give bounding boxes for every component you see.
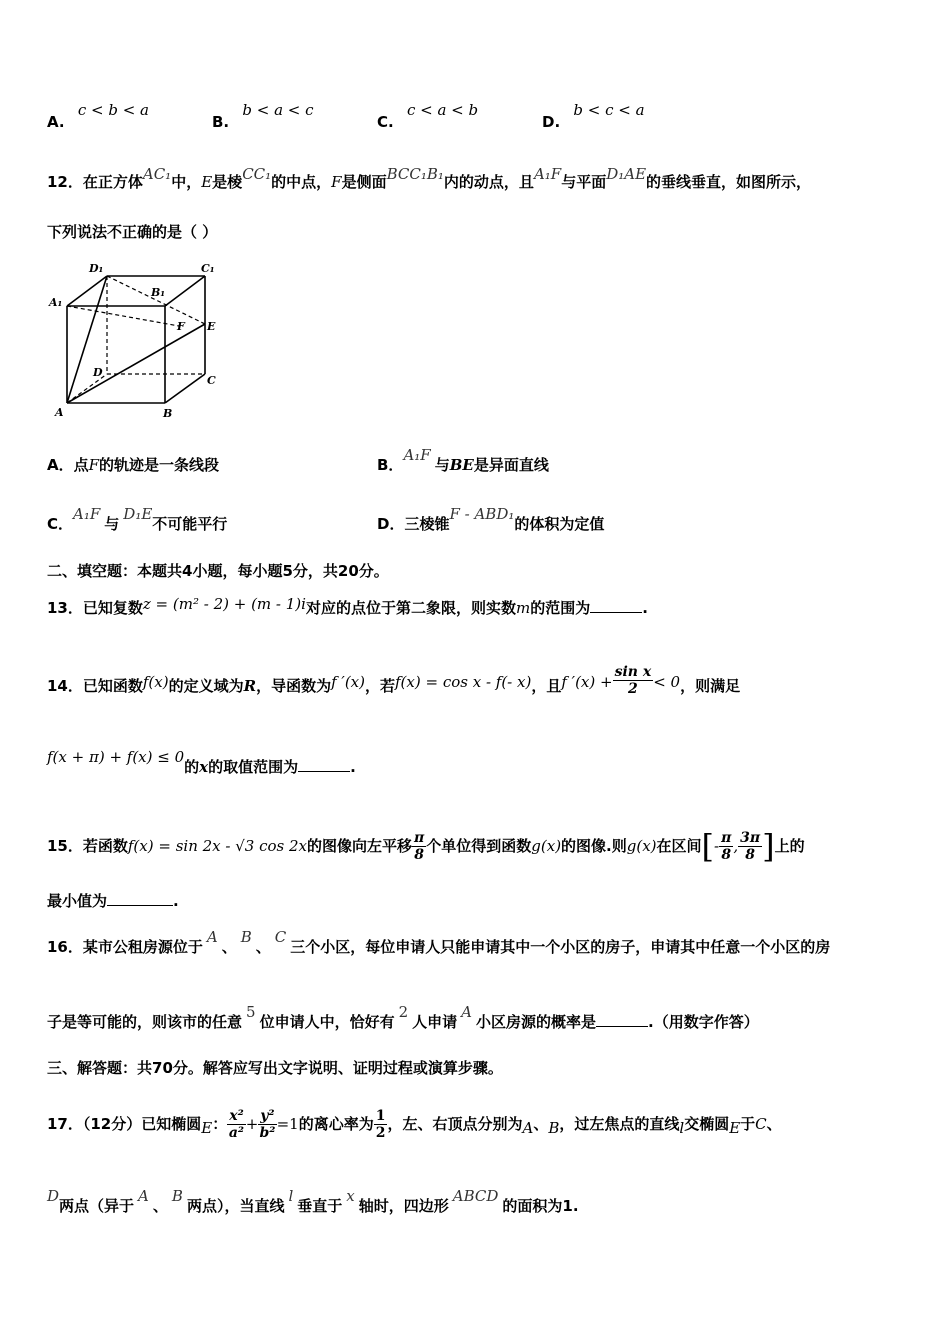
section-2-heading: 二、填空题：本题共4小题，每小题5分，共20分。	[47, 562, 389, 580]
q12-stem-line2: 下列说法不正确的是（ ）	[47, 223, 218, 241]
label-d1: D₁	[89, 262, 104, 275]
edge-bc	[165, 374, 205, 403]
q11-option-b-expr: b < a < c	[242, 101, 314, 119]
q14-answer-blank[interactable]	[298, 757, 350, 772]
q17-line1: 17．（12分）已知椭圆E： $\frac{\text{x²}}{\text{a²}}$ + $\frac{\text{y²}}{\text{b²}}$ =1的离心率为 $\frac{1}{2}$ ，左、右顶点分别为A、B，过左焦点的直线l交椭圆E于C、	[47, 1108, 782, 1141]
q12-option-b: B．A₁F与BE是异面直线	[377, 446, 549, 474]
q15-line1: 15．若函数f(x) = sin 2x - √3 cos 2x的图像向左平移 $\frac{\pi}{8}$ 个单位得到函数g(x)的图像.则g(x)在区间[- $\frac{\pi}{8}$ , $\frac{3\pi}{8}$ ]上的	[47, 827, 805, 866]
label-b: B	[163, 407, 173, 420]
q16-line1: 16．某市公租房源位于A、B、C三个小区，每位申请人只能申请其中一个小区的房子，申请其中任意一个小区的房	[47, 928, 831, 956]
q12-option-d: D．三棱锥F - ABD₁的体积为定值	[377, 505, 605, 533]
label-e: E	[207, 320, 216, 333]
q16-answer-blank[interactable]	[596, 1012, 648, 1027]
q11-option-c-expr: c < a < b	[406, 101, 479, 119]
q15-answer-blank[interactable]	[107, 891, 173, 906]
label-a1: A₁	[49, 296, 63, 309]
label-b1: B₁	[151, 286, 166, 299]
q17-line2: D两点（异于A、B两点），当直线l垂直于x轴时，四边形ABCD的面积为1.	[47, 1187, 579, 1215]
q14-fraction: $\frac{\text{sin x}}{2}$	[614, 664, 652, 697]
q11-option-a-expr: c < b < a	[77, 101, 149, 119]
q12-option-c: C．A₁F与D₁E不可能平行	[47, 505, 228, 533]
q12-option-a: A．点F的轨迹是一条线段	[47, 456, 220, 474]
q15-interval-right-bracket: ]	[762, 827, 775, 866]
q14-line2: f(x + π) + f(x) ≤ 0的x的取值范围为 .	[47, 748, 356, 776]
q15-interval-left-bracket: [	[701, 827, 715, 866]
q15-line2: 最小值为 .	[47, 892, 179, 910]
q14-line1: 14．已知函数f(x)的定义域为R，导函数为f ′(x)，若f(x) = cos x - f(- x)，且f ′(x) + $\frac{\text{sin x}}{2}$ < 0，则满足	[47, 664, 741, 697]
q11-option-c: C. c < a < b	[377, 101, 479, 131]
label-d: D	[93, 366, 103, 379]
q15-shift-fraction: $\frac{\pi}{8}$	[414, 830, 425, 863]
q11-option-b: B. b < a < c	[212, 101, 314, 131]
q11-option-a: A. c < b < a	[47, 101, 149, 131]
label-c: C	[207, 374, 216, 387]
q13: 13．已知复数z = (m² - 2) + (m - 1)i对应的点位于第二象限，则实数m的范围为 .	[47, 595, 648, 617]
q11-option-d: D. b < c < a	[542, 101, 645, 131]
section-3-heading: 三、解答题：共70分。解答应写出文字说明、证明过程或演算步骤。	[47, 1059, 503, 1077]
label-a: A	[55, 406, 64, 419]
q15-interval-start: $\frac{\pi}{8}$	[721, 830, 732, 863]
q11-option-d-expr: b < c < a	[573, 101, 645, 119]
q17-frac-x: $\frac{\text{x²}}{\text{a²}}$	[228, 1108, 245, 1141]
q13-answer-blank[interactable]	[590, 598, 642, 613]
cube-figure	[45, 258, 225, 423]
edge-d1e	[107, 276, 205, 324]
edge-b1c1	[165, 276, 205, 306]
q15-interval-end: $\frac{3\pi}{8}$	[740, 830, 761, 863]
q17-frac-y: $\frac{\text{y²}}{\text{b²}}$	[259, 1108, 276, 1141]
edge-a1f	[67, 306, 179, 326]
label-f: F	[177, 320, 185, 333]
edge-a1d1	[67, 276, 107, 306]
q16-line2: 子是等可能的，则该市的任意5位申请人中，恰好有2人申请A小区房源的概率是 .（用数字作答）	[47, 1003, 759, 1031]
q12-stem-line1: 12．在正方体AC₁中，E是棱CC₁的中点，F是侧面BCC₁B₁内的动点，且A₁F与平面D₁AE的垂线垂直，如图所示，	[47, 165, 812, 191]
label-c1: C₁	[201, 262, 215, 275]
q17-frac-e: $\frac{1}{2}$	[375, 1108, 386, 1141]
